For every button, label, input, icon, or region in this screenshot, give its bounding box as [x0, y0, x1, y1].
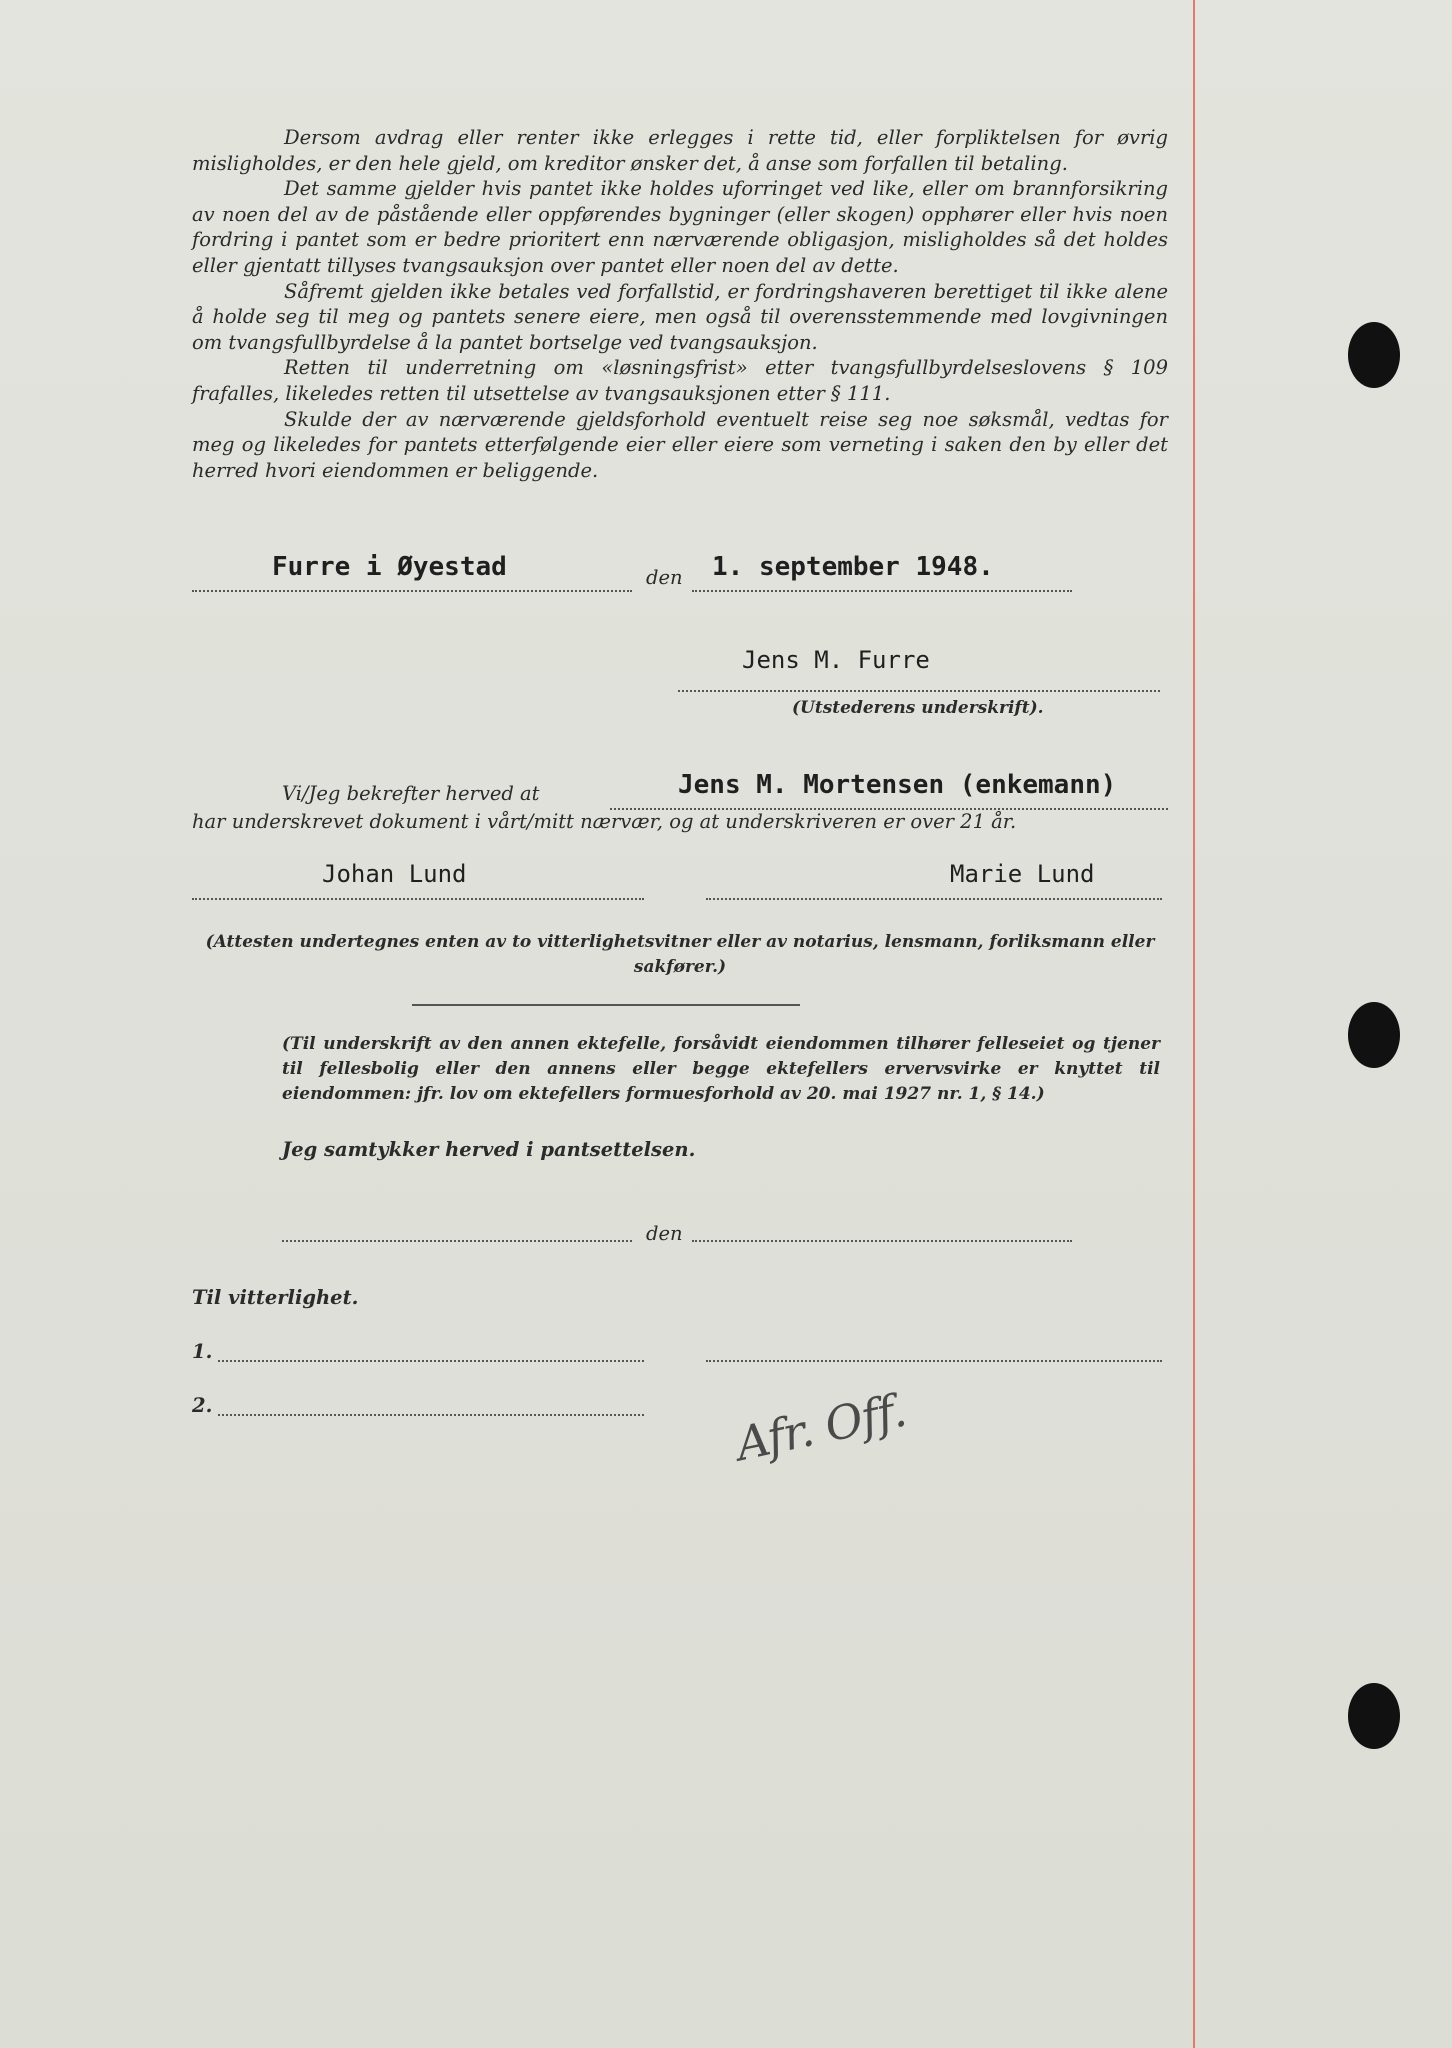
- vitterlighet-number-1: 1.: [192, 1340, 213, 1363]
- witness-1-name: Johan Lund: [322, 860, 467, 888]
- issuer-name: Jens M. Furre: [742, 646, 930, 674]
- witness-1-line: [192, 898, 644, 900]
- witness-person: Jens M. Mortensen (enkemann): [678, 770, 1117, 800]
- legal-text-block: [192, 125, 1168, 483]
- attest-line: [412, 1004, 800, 1006]
- attest-note: (Attesten undertegnes enten av to vitterlighetsvitner eller av notarius, lensmann, forliksmann eller sakfører.): [205, 932, 1155, 977]
- date-line: [692, 590, 1072, 592]
- place-line: [192, 590, 632, 592]
- witness-2-line: [706, 898, 1162, 900]
- legal-paragraph-5: Skulde der av nærværende gjeldsforhold eventuelt reise seg noe søksmål, vedtas for meg og likeledes for pantets etterfølgende eier eller eiere som verneting i saken den by eller det herred hvori eiendommen er beliggende.: [192, 407, 1168, 482]
- legal-paragraph-3: Såfremt gjelden ikke betales ved forfallstid, er fordringshaveren berettiget til ikke alene å holde seg til meg og pantets senere eiere, men også til overensstemmende med lovgivningen om tvangsfullbyrdelse å la pantet bortselge ved tvangsauksjon.: [192, 279, 1168, 354]
- vitterlighet-line-1b: [706, 1360, 1162, 1362]
- red-margin-line: [1193, 0, 1195, 2048]
- date-text: 1. september 1948.: [712, 552, 994, 582]
- vitterlighet-line-1a: [218, 1360, 644, 1362]
- handwritten-mark: Afr. Off.: [731, 1382, 911, 1472]
- den-label: den: [646, 566, 683, 589]
- punch-hole-middle: [1348, 1002, 1400, 1068]
- issuer-caption: (Utstederens underskrift).: [792, 698, 1044, 718]
- issuer-signature-line: [678, 690, 1160, 692]
- spouse-note: (Til underskrift av den annen ektefelle, forsåvidt eiendommen tilhører felleseiet og tjener til fellesbolig eller den annens eller begge ektefellers ervervsvirke er knyttet til eiendommen: jfr. lov om ektefellers formuesforhold av 20. mai 1927 nr. 1, § 14.): [282, 1034, 1160, 1104]
- den-label-2: den: [646, 1222, 683, 1245]
- witness-line-2: har underskrevet dokument i vårt/mitt nærvær, og at underskriveren er over 21 år.: [192, 810, 1017, 833]
- punch-hole-bottom: [1348, 1683, 1400, 1749]
- legal-paragraph-1: Dersom avdrag eller renter ikke erlegges i rette tid, eller forpliktelsen for øvrig misligholdes, er den hele gjeld, om kreditor ønsker det, å anse som forfallen til betaling.: [192, 126, 1168, 175]
- place-text: Furre i Øyestad: [272, 552, 507, 582]
- witness-intro: Vi/Jeg bekrefter herved at: [282, 782, 540, 805]
- witness-2-name: Marie Lund: [950, 860, 1095, 888]
- consent-date-line: [692, 1240, 1072, 1242]
- vitterlighet-heading: Til vitterlighet.: [192, 1286, 359, 1309]
- consent-place-line: [282, 1240, 632, 1242]
- legal-paragraph-4: Retten til underretning om «løsningsfrist» etter tvangsfullbyrdelseslovens § 109 frafalles, likeledes retten til utsettelse av tvangsauksjonen etter § 111.: [192, 356, 1168, 405]
- punch-hole-top: [1348, 322, 1400, 388]
- legal-paragraph-2: Det samme gjelder hvis pantet ikke holdes uforringet ved like, eller om brannforsikring av noen del av de påstående eller oppførendes bygninger (eller skogen) opphører eller hvis noen fordring i pantet som er bedre prioritert enn nærværende obligasjon, misligholdes så det holdes eller gjentatt tillyses tvangsauksjon over pantet eller noen del av dette.: [192, 177, 1168, 277]
- vitterlighet-number-2: 2.: [192, 1394, 213, 1417]
- vitterlighet-line-2: [218, 1414, 644, 1416]
- consent-text: Jeg samtykker herved i pantsettelsen.: [282, 1138, 696, 1161]
